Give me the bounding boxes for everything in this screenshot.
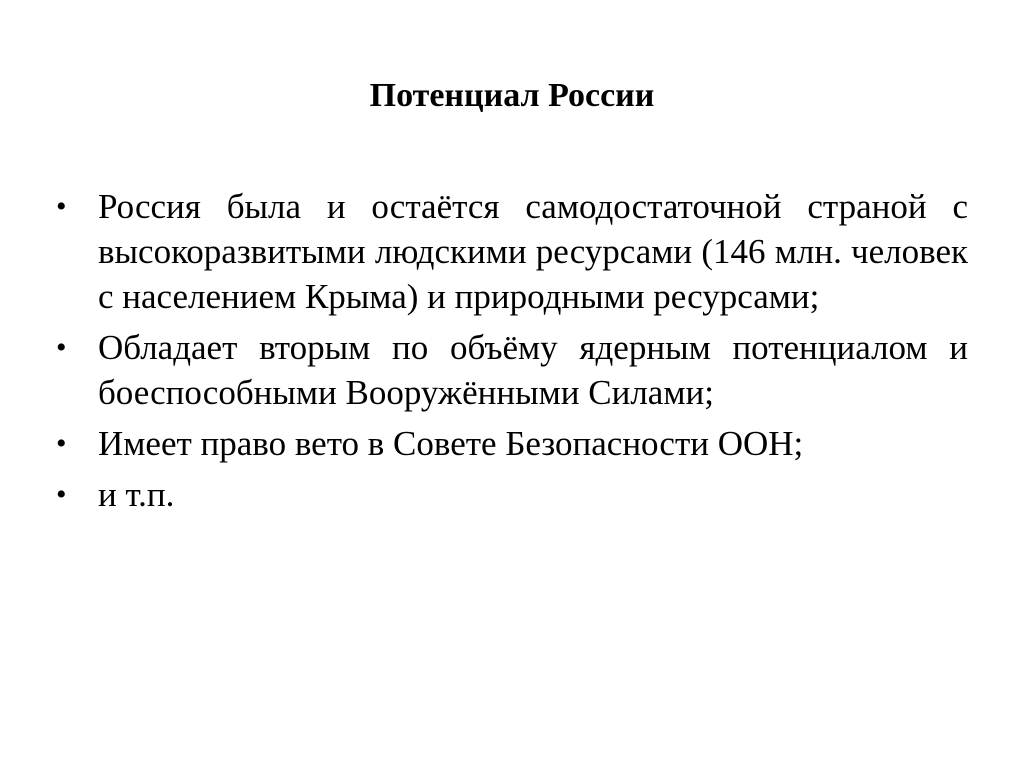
bullet-text: Обладает вторым по объёму ядерным потенциалом и боеспособными Вооружёнными Силами; [98,328,968,412]
bullet-item-veto [56,421,968,466]
bullet-icon: • [56,427,67,460]
bullet-list [56,184,968,523]
bullet-item-nuclear [56,325,968,415]
bullet-text: и т.п. [98,475,175,514]
slide-title: Потенциал России [369,77,655,114]
bullet-text: Имеет право вето в Совете Безопасности ООН; [98,424,804,463]
bullet-icon: • [56,478,67,511]
bullet-item-etc [56,472,968,517]
bullet-text: Россия была и остаётся самодостаточной страной с высокоразвитыми людскими ресурсами (146 млн. человек с населением Крыма) и природными ресурсами; [98,187,968,316]
bullet-icon: • [56,190,67,223]
bullet-icon: • [56,331,67,364]
bullet-item-population [56,184,968,319]
